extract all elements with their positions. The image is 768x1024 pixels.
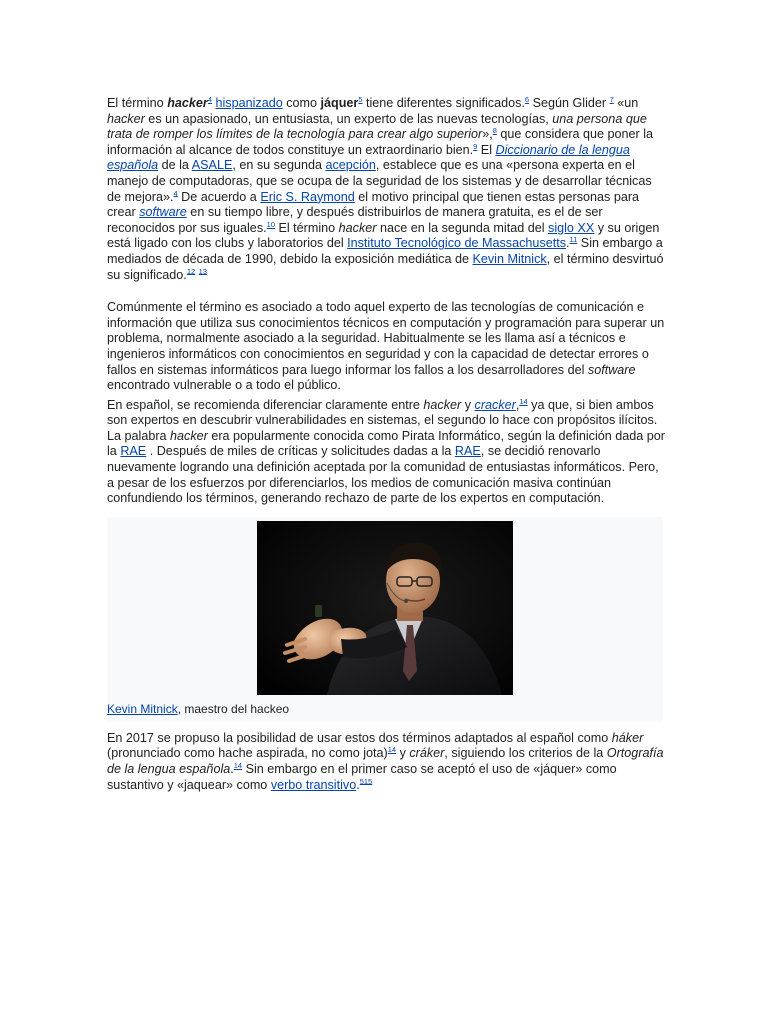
citation[interactable] xyxy=(388,745,396,754)
text: y xyxy=(396,746,410,761)
text: . Después de miles de críticas y solicitudes dadas a la xyxy=(146,444,455,459)
text: De acuerdo a xyxy=(177,189,261,204)
caption-text: , maestro del hackeo xyxy=(177,701,290,716)
kevin-mitnick-photo xyxy=(257,521,513,695)
paragraph-2017-proposal xyxy=(107,731,667,793)
text: Comúnmente el término es asociado a todo aquel experto de las tecnologías de comunicación e información que utiliza sus conocimientos técnicos en computación y programación para superar un problema, normalmente asociado a la seguridad. Habitualmente se les llama así a técnicos e ingenieros informáticos con conocimientos en seguridad y con la capacidad de detectar errores o fallos en sistemas informáticos para luego informar los fallos a los desarrolladores del xyxy=(107,300,665,377)
quote: una persona que trata de romper los límites de la tecnología para crear algo superior xyxy=(107,111,647,142)
term-hacker: hacker xyxy=(107,111,145,126)
link-asale[interactable]: ASALE xyxy=(191,158,233,173)
text: , siguiendo los criterios de la xyxy=(444,746,607,761)
citation-link[interactable]: 13 xyxy=(198,266,207,276)
text: era popularmente conocida como Pirata Informático, según la definición dada por la xyxy=(107,428,665,459)
citation-link[interactable]: 4 xyxy=(207,94,212,104)
text: , xyxy=(515,397,520,412)
term-hacker: hacker xyxy=(170,428,208,443)
text: El xyxy=(477,142,496,157)
paragraph-intro xyxy=(107,96,667,283)
link-diccionario[interactable]: Diccionario de la lengua española xyxy=(107,142,630,173)
citation-link[interactable]: 8 xyxy=(492,126,497,135)
citation-link[interactable]: 10 xyxy=(266,219,275,229)
citation[interactable] xyxy=(199,266,207,275)
text: , el término desvirtuó su significado. xyxy=(107,251,664,282)
text: y xyxy=(461,397,475,412)
citation[interactable] xyxy=(234,761,242,770)
text: encontrado vulnerable o a todo el público. xyxy=(107,378,341,393)
paragraph-hacker-vs-cracker xyxy=(107,398,667,507)
text: Sin embargo en el primer caso se aceptó el uso de «jáquer» como sustantivo y «jaquear» como xyxy=(107,762,617,792)
term-software: software xyxy=(587,362,636,377)
text: . xyxy=(356,777,360,792)
citation-link[interactable]: 11 xyxy=(569,235,578,245)
article-body xyxy=(107,96,667,793)
link-kevin-mitnick[interactable]: Kevin Mitnick xyxy=(472,251,547,266)
citation[interactable] xyxy=(187,266,195,275)
link-software[interactable]: software xyxy=(139,205,187,220)
text: en su tiempo libre, y después distribuirlos de manera gratuita, es el de ser reconocidos por sus iguales. xyxy=(107,205,603,235)
citation-link[interactable]: 14 xyxy=(519,396,528,406)
text: como xyxy=(282,96,321,110)
citation-link[interactable]: 5 xyxy=(358,94,363,104)
term-hacker: hacker xyxy=(338,220,377,235)
text: , en su segunda xyxy=(232,158,326,173)
link-rae[interactable]: RAE xyxy=(454,444,481,459)
citation-link[interactable]: 4 xyxy=(173,188,178,198)
text: (pronunciado como hache aspirada, no como jota) xyxy=(107,746,388,761)
text: tiene diferentes significados. xyxy=(362,96,525,110)
citation[interactable] xyxy=(267,220,275,229)
text: El término xyxy=(107,96,168,110)
text: es un apasionado, un entusiasta, un experto de las nuevas tecnologías, xyxy=(144,111,553,126)
citation-link[interactable]: 12 xyxy=(186,266,196,276)
paragraph-common-usage xyxy=(107,300,667,394)
text: el motivo principal que tienen estas personas para crear xyxy=(107,189,640,220)
term-hacker: hacker xyxy=(423,397,462,412)
citation-link[interactable]: 14 xyxy=(233,760,243,770)
text: ya que, si bien ambos son expertos en descubrir vulnerabilidades en sistemas, el segundo lo hace con propósitos ilícitos. La palabra xyxy=(107,397,658,443)
text: », xyxy=(482,127,493,142)
term-ortografia: Ortografía de la lengua española xyxy=(107,746,664,777)
link-mit[interactable]: Instituto Tecnológico de Massachusetts xyxy=(347,236,567,251)
link-eric-raymond[interactable]: Eric S. Raymond xyxy=(260,189,355,204)
link-siglo-xx[interactable]: siglo XX xyxy=(548,220,595,235)
text: El término xyxy=(274,220,339,235)
citation[interactable] xyxy=(360,776,373,785)
link-cracker[interactable]: cracker xyxy=(474,397,516,412)
citation-link[interactable]: 515 xyxy=(359,776,373,786)
term-hacker: hacker xyxy=(167,96,208,110)
text: que considera que poner la información al alcance de todos constituye un extraordinario bien. xyxy=(107,127,654,157)
link-acepcion[interactable]: acepción xyxy=(325,158,376,173)
term-jaquer: jáquer xyxy=(320,96,359,110)
text: , se decidió renovarlo nuevamente logrando una definición aceptada por la comunidad de entusiastas informáticos. Pero, a pesar de los esfuerzos por diferenciarlos, los medios de comunicación masiva continúan confundiendo los términos, generando rechazo de parte de los expertos en computación. xyxy=(107,444,659,506)
text: Sin embargo a mediados de década de 1990, debido la exposición mediática de xyxy=(107,236,663,266)
citation-link[interactable]: 6 xyxy=(524,94,530,104)
citation-link[interactable]: 7 xyxy=(609,94,614,104)
text: y su origen está ligado con los clubs y laboratorios del xyxy=(107,220,660,251)
term-craker: cráker xyxy=(409,746,445,761)
text: En español, se recomienda diferenciar claramente entre xyxy=(107,397,424,412)
text: «un xyxy=(613,96,639,110)
citation-link[interactable]: 14 xyxy=(387,745,397,755)
text: nace en la segunda mitad del xyxy=(376,220,549,235)
text: En 2017 se propuso la posibilidad de usar estos dos términos adaptados al español como xyxy=(107,730,612,745)
link-verbo-transitivo[interactable]: verbo transitivo xyxy=(270,777,357,792)
text: , establece que es una «persona experta en el manejo de computadoras, que se ocupa de la seguridad de los sistemas y de desarrollar técnicas de mejora». xyxy=(107,158,652,204)
text: . xyxy=(230,762,234,777)
text: de la xyxy=(158,158,192,173)
link-kevin-mitnick[interactable]: Kevin Mitnick xyxy=(107,701,178,716)
citation[interactable] xyxy=(208,95,212,104)
citation[interactable] xyxy=(519,397,527,406)
text: Según Glider xyxy=(529,96,610,110)
figure-kevin-mitnick xyxy=(107,517,663,722)
text: . xyxy=(566,236,570,251)
link-hispanizado[interactable]: hispanizado xyxy=(215,96,283,110)
figure-caption xyxy=(107,702,663,717)
term-haker: háker xyxy=(611,730,644,745)
link-rae[interactable]: RAE xyxy=(120,444,147,459)
citation-link[interactable]: 9 xyxy=(473,141,478,151)
